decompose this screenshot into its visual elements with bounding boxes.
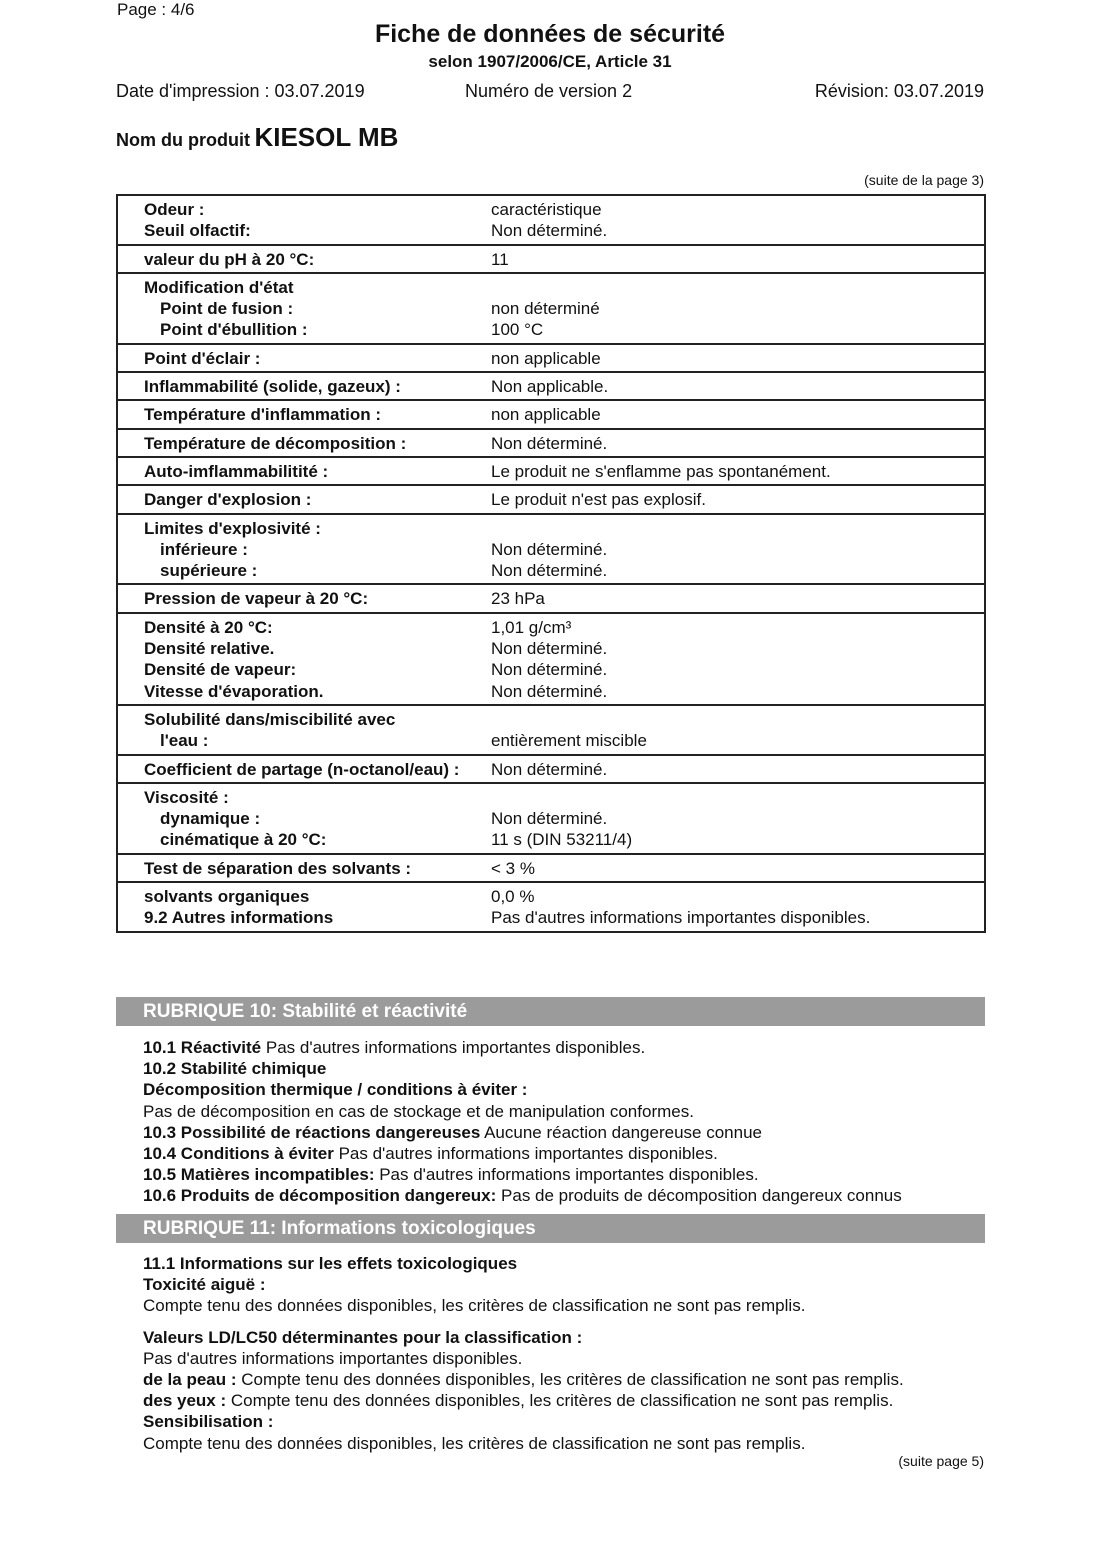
property-value (491, 277, 984, 298)
property-value: caractéristique (491, 200, 602, 219)
sensitisation-heading: Sensibilisation : (143, 1412, 274, 1432)
property-value: Non applicable. (491, 377, 609, 397)
property-label: Point de fusion : (160, 299, 294, 319)
property-label: Viscosité : (144, 787, 229, 807)
property-value: Non déterminé. (491, 561, 608, 581)
property-label: supérieure : (160, 561, 258, 581)
conditions-to-avoid-line: 10.4 Conditions à éviter Pas d'autres informations importantes disponibles. (143, 1144, 718, 1164)
property-row (118, 404, 984, 425)
version-number: Numéro de version 2 (465, 81, 633, 101)
property-label: Température de décomposition : (144, 433, 407, 453)
property-label: Danger d'explosion : (144, 490, 312, 510)
property-value: < 3 % (491, 858, 535, 878)
property-label: Vitesse d'évaporation. (144, 681, 324, 701)
property-row (118, 249, 984, 270)
property-row (118, 199, 984, 220)
property-row (118, 617, 984, 638)
property-row (118, 319, 984, 340)
continued-to-note: (suite page 5) (898, 1453, 984, 1469)
ld-lc50-heading: Valeurs LD/LC50 déterminantes pour la classification : (143, 1327, 583, 1347)
property-group (118, 343, 984, 371)
properties-table (116, 194, 986, 933)
property-row (118, 907, 984, 928)
property-label: Coefficient de partage (n-octanol/eau) : (144, 759, 460, 779)
property-label: Solubilité dans/miscibilité avec (144, 709, 396, 729)
property-row (118, 886, 984, 907)
property-row (118, 518, 984, 539)
dangerous-reactions-line: 10.3 Possibilité de réactions dangereuses Aucune réaction dangereuse connue (143, 1122, 762, 1142)
property-row (118, 681, 984, 702)
property-row (118, 858, 984, 879)
property-label: 9.2 Autres informations (144, 908, 334, 928)
property-value (491, 787, 984, 808)
property-label: Auto-imflammabilitité : (144, 461, 329, 481)
property-group (118, 399, 984, 427)
property-value: Non déterminé. (491, 639, 608, 659)
property-row (118, 220, 984, 241)
property-label: dynamique : (160, 809, 261, 829)
property-value: Non déterminé. (491, 221, 608, 241)
document-title: Fiche de données de sécurité (374, 20, 726, 48)
property-row (118, 808, 984, 829)
property-group (118, 612, 984, 704)
property-row (118, 348, 984, 369)
acute-toxicity-text: Compte tenu des données disponibles, les critères de classification ne sont pas remplis. (143, 1296, 806, 1316)
property-group (118, 513, 984, 584)
property-value: non applicable (491, 348, 601, 368)
property-group (118, 754, 984, 782)
thermal-decomposition-text: Pas de décomposition en cas de stockage et de manipulation conformes. (143, 1101, 694, 1121)
section-11-body (143, 1253, 993, 1454)
property-row (118, 461, 984, 482)
property-group (118, 704, 984, 754)
property-row (118, 560, 984, 581)
property-group (118, 853, 984, 881)
property-label: Test de séparation des solvants : (144, 858, 412, 878)
property-value (491, 709, 984, 730)
property-value: Non déterminé. (491, 759, 608, 779)
property-label: Inflammabilité (solide, gazeux) : (144, 377, 401, 397)
property-row (118, 298, 984, 319)
print-date: Date d'impression : 03.07.2019 (116, 81, 365, 101)
chemical-stability-line: 10.2 Stabilité chimique (143, 1059, 327, 1079)
property-value: 11 (491, 249, 509, 269)
property-group (118, 782, 984, 853)
incompatible-materials-line: 10.5 Matières incompatibles: Pas d'autres informations importantes disponibles. (143, 1165, 759, 1185)
property-row (118, 659, 984, 680)
property-value: Non déterminé. (491, 660, 608, 680)
property-row (118, 730, 984, 751)
property-label: Seuil olfactif: (144, 221, 251, 241)
property-value (491, 518, 984, 539)
product-line (116, 122, 398, 153)
thermal-decomposition-heading: Décomposition thermique / conditions à éviter : (143, 1080, 528, 1100)
property-label: Odeur : (144, 200, 205, 219)
property-label: valeur du pH à 20 °C: (144, 249, 315, 269)
property-row (118, 709, 984, 730)
property-row (118, 539, 984, 560)
property-label: Densité relative. (144, 639, 275, 659)
property-label: solvants organiques (144, 887, 310, 907)
property-value: Le produit n'est pas explosif. (491, 490, 706, 510)
property-row (118, 759, 984, 780)
property-value: non applicable (491, 405, 601, 425)
property-row (118, 638, 984, 659)
revision-date: Révision: 03.07.2019 (814, 81, 984, 101)
property-label: Pression de vapeur à 20 °C: (144, 589, 369, 609)
decomposition-products-line: 10.6 Produits de décomposition dangereux: Pas de produits de décomposition dangereux connus (143, 1186, 902, 1206)
document-subtitle: selon 1907/2006/CE, Article 31 (428, 52, 672, 71)
sensitisation-text: Compte tenu des données disponibles, les critères de classification ne sont pas remplis. (143, 1433, 806, 1453)
continued-from-note: (suite de la page 3) (864, 172, 984, 188)
skin-line: de la peau : Compte tenu des données disponibles, les critères de classification ne sont pas remplis. (143, 1370, 904, 1390)
property-value: non déterminé (491, 299, 600, 319)
reactivity-line: 10.1 Réactivité Pas d'autres informations importantes disponibles. (143, 1038, 646, 1057)
property-value: Non déterminé. (491, 681, 608, 701)
property-value: Pas d'autres informations importantes disponibles. (491, 908, 871, 928)
property-row (118, 433, 984, 454)
property-label: Densité à 20 °C: (144, 617, 273, 637)
property-row (118, 277, 984, 298)
property-label: cinématique à 20 °C: (160, 830, 327, 850)
product-label: Nom du produit (116, 130, 250, 150)
property-value: 11 s (DIN 53211/4) (491, 830, 633, 850)
property-label: Point d'ébullition : (160, 320, 308, 340)
property-group (118, 272, 984, 343)
property-group (118, 456, 984, 484)
property-value: Non déterminé. (491, 433, 608, 453)
property-value: 23 hPa (491, 589, 545, 609)
property-label: Densité de vapeur: (144, 660, 297, 680)
property-value: 1,01 g/cm³ (491, 617, 572, 637)
eyes-line: des yeux : Compte tenu des données disponibles, les critères de classification ne sont pas remplis. (143, 1391, 894, 1411)
ld-lc50-text: Pas d'autres informations importantes disponibles. (143, 1348, 523, 1368)
property-label: Limites d'explosivité : (144, 518, 321, 538)
property-label: inférieure : (160, 539, 248, 559)
section-10-header: RUBRIQUE 10: Stabilité et réactivité (116, 997, 985, 1026)
property-group (118, 583, 984, 611)
product-name: KIESOL MB (254, 122, 399, 152)
section-10-body (143, 1037, 993, 1207)
property-label: Point d'éclair : (144, 348, 261, 368)
property-group (118, 881, 984, 931)
property-value: Non déterminé. (491, 809, 608, 829)
property-label: Température d'inflammation : (144, 405, 382, 425)
property-group (118, 428, 984, 456)
property-group (118, 371, 984, 399)
property-value: 0,0 % (491, 887, 535, 907)
property-value: Non déterminé. (491, 539, 608, 559)
toxicological-effects-heading: 11.1 Informations sur les effets toxicologiques (143, 1254, 518, 1273)
property-label: Modification d'état (144, 277, 294, 297)
property-value: entièrement miscible (491, 731, 647, 751)
property-label: l'eau : (160, 731, 209, 751)
acute-toxicity-heading: Toxicité aiguë : (143, 1275, 266, 1295)
property-row (118, 829, 984, 850)
property-group (118, 244, 984, 272)
property-row (118, 489, 984, 510)
property-row (118, 787, 984, 808)
property-row (118, 588, 984, 609)
page-number: Page : 4/6 (117, 0, 195, 19)
property-value: Le produit ne s'enflamme pas spontanément. (491, 461, 831, 481)
property-value: 100 °C (491, 320, 544, 340)
property-group (118, 484, 984, 512)
section-11-header: RUBRIQUE 11: Informations toxicologiques (116, 1214, 985, 1243)
property-group (118, 196, 984, 244)
property-row (118, 376, 984, 397)
